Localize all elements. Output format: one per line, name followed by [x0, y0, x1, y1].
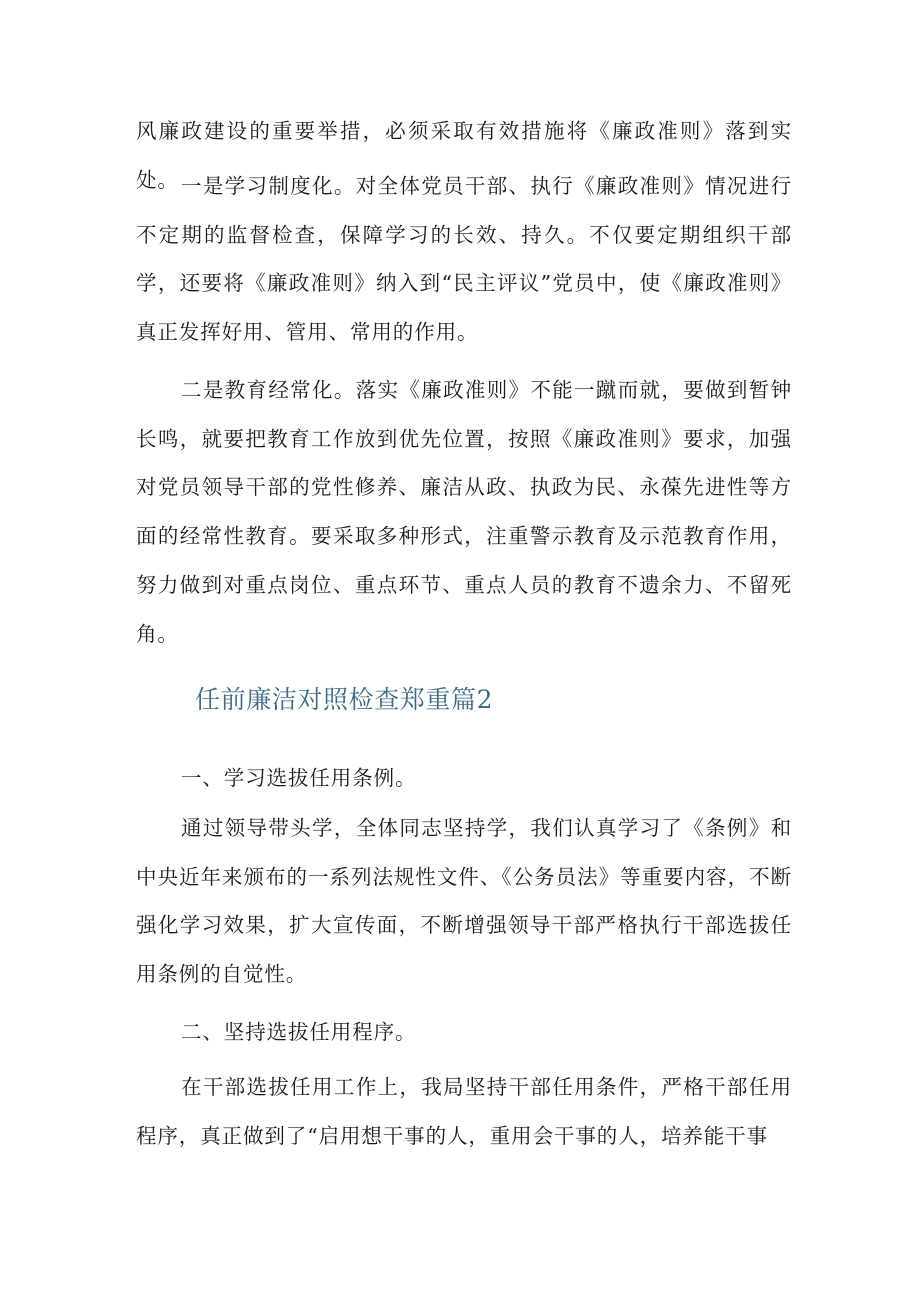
paragraph-continued: 风廉政建设的重要举措，必须采取有效措施将《廉政准则》落到实处。	[136, 119, 792, 192]
paragraph-education-regularization: 二是教育经常化。落实《廉政准则》不能一蹴而就，要做到暂钟长鸣，就要把教育工作放到优先位置，按照《廉政准则》要求，加强对党员领导干部的党性修养、廉洁从政、执政为民、永葆先进性等方面的经常性教育。要采取多种形式，注重警示教育及示范教育作用，努力做到对重点岗位、重点环节、重点人员的教育不遗余力、不留死角。	[136, 378, 792, 646]
subheading-study-regulations: 一、学习选拔任用条例。	[181, 766, 417, 790]
paragraph-study-institutionalization: 一是学习制度化。对全体党员干部、执行《廉政准则》情况进行不定期的监督检查，保障学习的长效、持久。不仅要定期组织干部学，还要将《廉政准则》纳入到“民主评议”党员中，使《廉政准则》真正发挥好用、管用、常用的作用。	[136, 174, 792, 345]
section-heading: 任前廉洁对照检查郑重篇2	[195, 685, 494, 714]
subheading-appointment-procedure: 二、坚持选拔任用程序。	[181, 1020, 417, 1044]
paragraph-study-regulations: 通过领导带头学，全体同志坚持学，我们认真学习了《条例》和中央近年来颁布的一系列法规性文件、《公务员法》等重要内容，不断强化学习效果，扩大宣传面，不断增强领导干部严格执行干部选拔任用条例的自觉性。	[136, 816, 792, 987]
paragraph-appointment-procedure: 在干部选拔任用工作上，我局坚持干部任用条件，严格干部任用程序，真正做到了“启用想干事的人，重用会干事的人，培养能干事	[136, 1075, 792, 1148]
